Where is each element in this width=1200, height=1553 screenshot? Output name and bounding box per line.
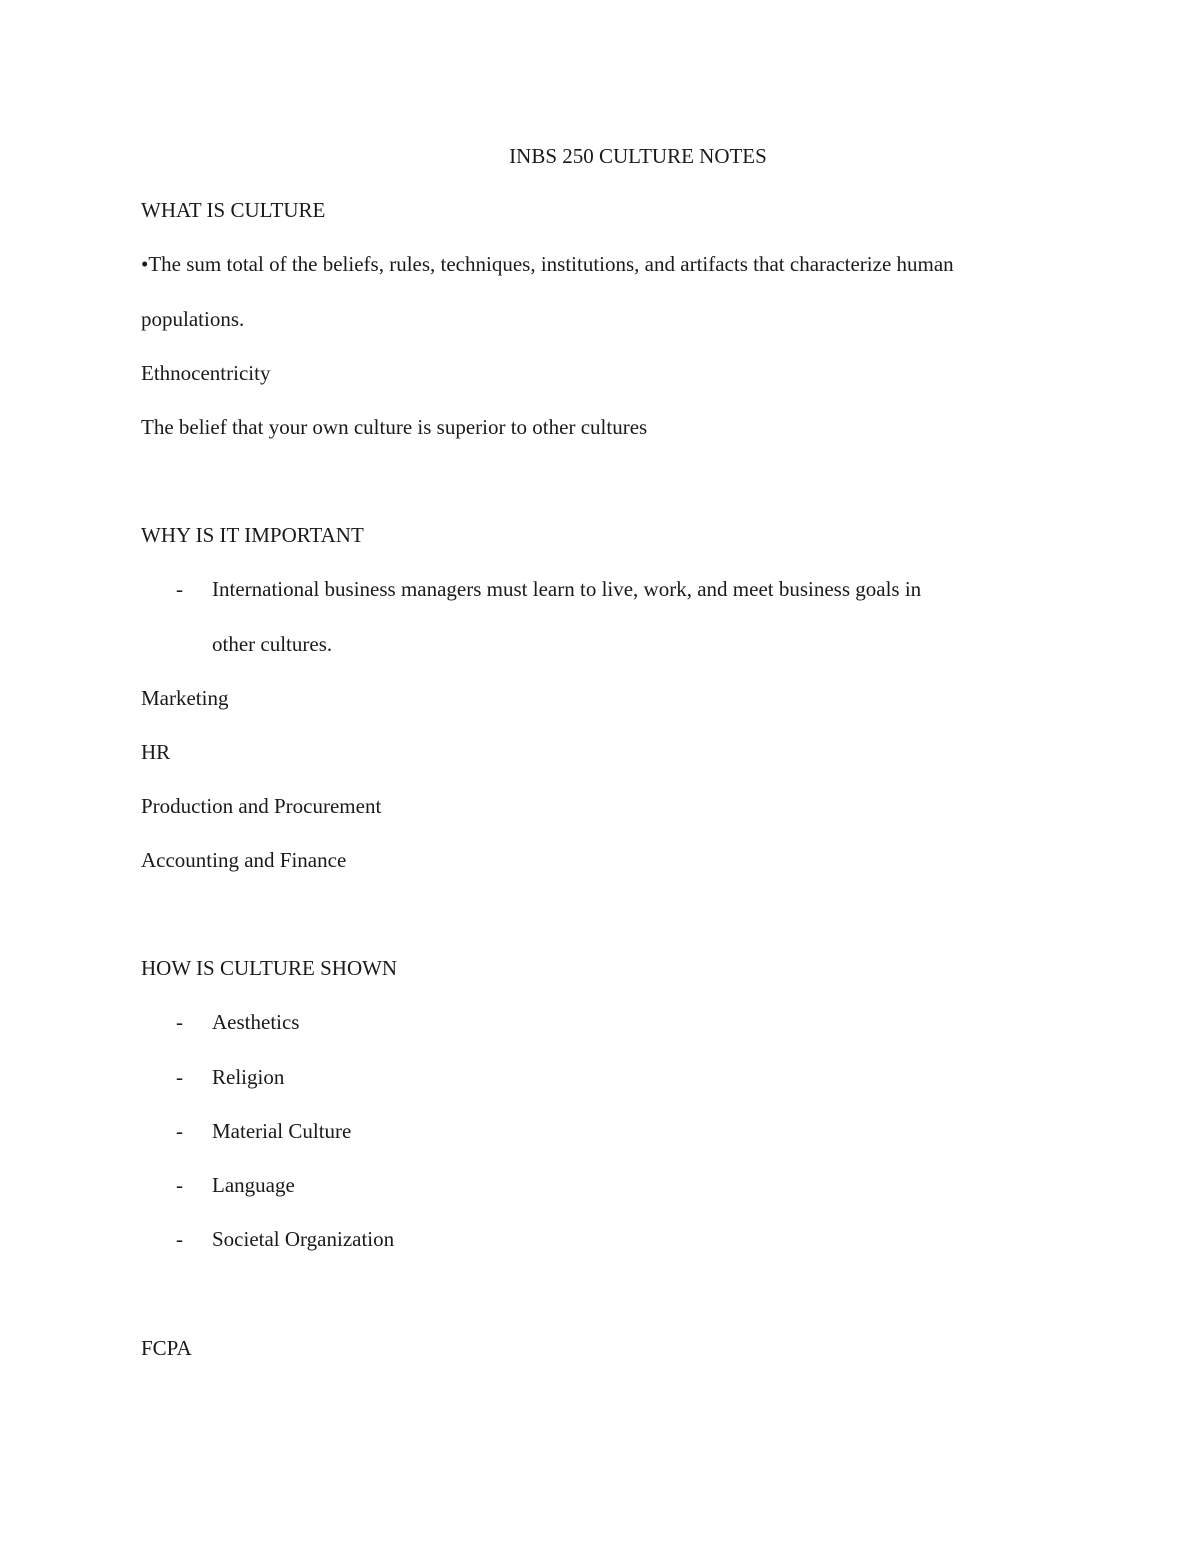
bullet-dash: - bbox=[176, 1227, 183, 1251]
bullet-dash: - bbox=[176, 1173, 183, 1197]
section-heading-why-important: WHY IS IT IMPORTANT bbox=[141, 523, 364, 547]
list-item: Religion bbox=[212, 1065, 285, 1089]
list-item: Language bbox=[212, 1173, 295, 1197]
bullet-dash: - bbox=[176, 1119, 183, 1143]
term-definition: The belief that your own culture is superior to other cultures bbox=[141, 415, 648, 439]
list-item: Material Culture bbox=[212, 1119, 352, 1143]
term-ethnocentricity: Ethnocentricity bbox=[141, 361, 271, 385]
bullet-dash: - bbox=[176, 1010, 183, 1034]
bullet-dash: - bbox=[176, 1065, 183, 1089]
section-heading-how-shown: HOW IS CULTURE SHOWN bbox=[141, 956, 398, 980]
document-title: INBS 250 CULTURE NOTES bbox=[509, 144, 767, 168]
section-heading-what-is-culture: WHAT IS CULTURE bbox=[141, 198, 326, 222]
list-item: Aesthetics bbox=[212, 1010, 300, 1034]
bullet-dash: - bbox=[176, 577, 183, 601]
business-area-item: HR bbox=[141, 740, 171, 764]
why-bullet-line-2: other cultures. bbox=[212, 632, 333, 656]
business-area-item: Accounting and Finance bbox=[141, 848, 347, 872]
why-bullet-line-1: International business managers must learn to live, work, and meet business goals in bbox=[212, 577, 922, 601]
business-area-item: Production and Procurement bbox=[141, 794, 382, 818]
culture-definition-line-2: populations. bbox=[141, 307, 245, 331]
section-heading-fcpa: FCPA bbox=[141, 1336, 192, 1360]
list-item: Societal Organization bbox=[212, 1227, 395, 1251]
culture-definition-line-1: •The sum total of the beliefs, rules, techniques, institutions, and artifacts that characterize human bbox=[141, 252, 954, 276]
business-area-item: Marketing bbox=[141, 686, 229, 710]
